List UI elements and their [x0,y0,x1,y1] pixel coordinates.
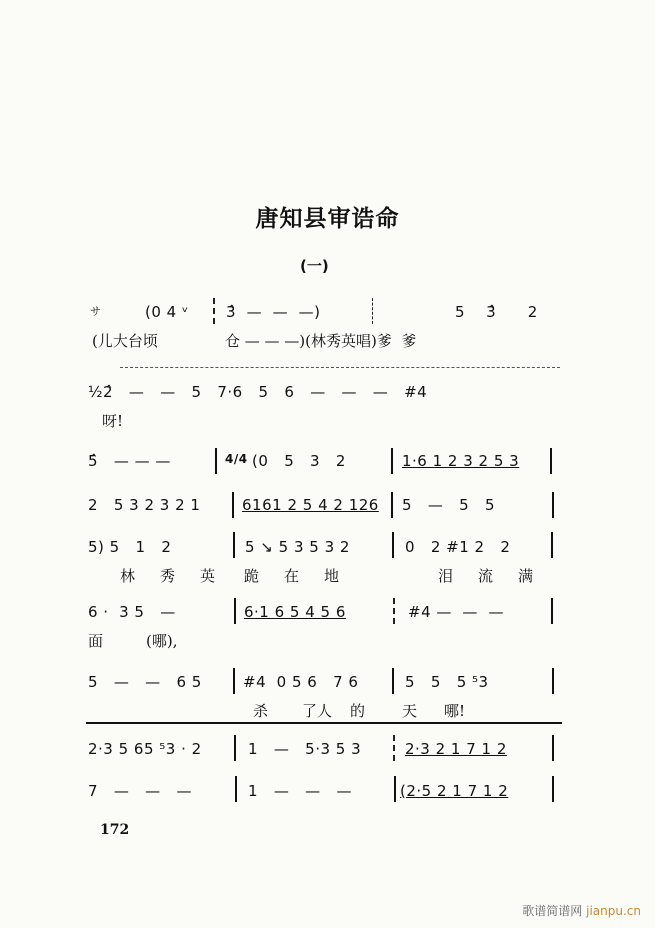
lyric: 流 [478,567,494,585]
measure: 6 · 3 5 — [88,603,176,621]
bar-line [235,776,237,802]
lyric: 英 [200,567,216,585]
measure: 5 5 5 ⁵3 [405,673,489,691]
bar-line [213,298,215,324]
bar-line [233,532,235,558]
bar-line [550,448,552,474]
bar-line [233,668,235,694]
bar-line [551,598,553,624]
bar-line [393,598,395,624]
lyric: 呀! [102,412,124,430]
measure: 1 — 5·3 5 3 [248,740,362,758]
lyric: 哪! [444,702,466,720]
measure: (0 4 ᵛ [145,303,189,321]
bar-line [551,532,553,558]
measure: 2·3 5 65 ⁵3 · 2 [88,740,202,758]
lyric: 在 [284,567,300,585]
measure: 2 5 3 2 3 2 1 [88,496,201,514]
bar-line [372,298,373,324]
measure: 1 — — — [248,782,352,800]
lyric: (儿大台顷 [92,332,158,350]
measure: 5 — 5 5 [402,496,496,514]
lyric: 满 [518,567,534,585]
measure: (2·5 2 1 7 1 2 [400,782,509,800]
lyric: 的 [350,702,366,720]
measure: 5 — — 6 5 [88,673,202,691]
bar-line [552,668,554,694]
bar-line [234,735,236,761]
bar-line [392,532,394,558]
measure: 5̂ — — — [88,452,171,470]
lyric: 地 [324,567,340,585]
lyric: 杀 [253,702,269,720]
lyric: 了人 [302,702,333,720]
song-title: 唐知县审诰命 [255,205,400,232]
watermark-url: jianpu.cn [586,904,641,918]
measure: 5 3̂ 2 [455,303,538,321]
section-label: (一) [300,257,329,275]
bar-line [394,776,396,802]
staff-divider [120,367,560,368]
measure: #4 — — — [408,603,504,621]
lyric: 秀 [160,567,176,585]
measure: (0 5 3 2 [252,452,346,470]
lyric: 泪 [438,567,454,585]
lyric: 跪 [244,567,260,585]
bar-line [392,668,394,694]
measure: 3̂ — — —) [226,303,321,321]
bar-line [232,492,234,518]
measure: 0 2 #1 2 2 [405,538,511,556]
lyric: 面 [88,632,104,650]
watermark-site: 歌谱简谱网 [522,904,583,918]
lyric: 天 [402,702,418,720]
measure: 1·6 1 2 3 2 5 3 [402,452,520,470]
measure: ½2̂ — — 5 7·6 5 6 — — — #4 [88,383,428,401]
measure: 5 ↘ 5 3 5 3 2 [245,538,350,556]
bar-line [393,735,395,761]
bar-line [552,492,554,518]
lyric: (哪), [146,632,178,650]
staff-divider [86,722,562,724]
measure: 7 — — — [88,782,192,800]
bar-line [391,448,393,474]
measure: 6·1 6 5 4 5 6 [244,603,346,621]
measure: #4 0 5 6 7 6 [243,673,359,691]
lyric: 林 [120,567,136,585]
lyric: 仓 — — —)(林秀英唱)爹 爹 [225,332,417,350]
measure: 2·3 2 1 7 1 2 [405,740,507,758]
bar-line [234,598,236,624]
free-tempo-mark: サ [90,305,102,318]
page-number: 172 [100,822,130,838]
time-signature: 4/4 [225,452,248,466]
bar-line [552,735,554,761]
measure: 5) 5 1 2 [88,538,172,556]
bar-line [391,492,393,518]
bar-line [552,776,554,802]
measure: 6161 2 5 4 2 126 [242,496,379,514]
bar-line [215,448,217,474]
watermark [522,902,641,919]
